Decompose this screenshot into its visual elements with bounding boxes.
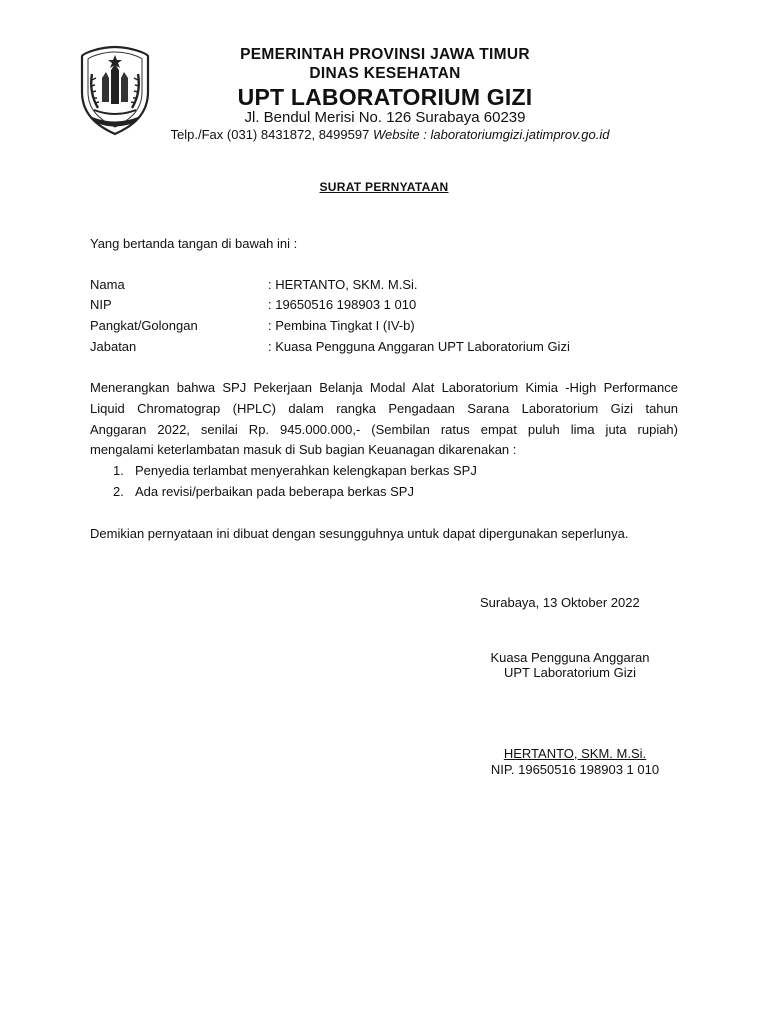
reason-item <box>113 484 414 499</box>
statement-line: mengalami keterlambatan masuk di Sub bagian Keuanagan dikarenakan : <box>90 442 517 458</box>
statement-line: Menerangkan bahwa SPJ Pekerjaan Belanja Modal Alat Laboratorium Kimia -High Performance <box>90 380 678 395</box>
statement-line: Anggaran 2022, senilai Rp. 945.000.000,- (Sembilan ratus empat puluh lima juta rupiah) <box>90 421 678 437</box>
signatory-office: UPT Laboratorium Gizi <box>504 665 636 680</box>
reason-text: Ada revisi/perbaikan pada beberapa berkas SPJ <box>135 484 414 499</box>
unit-name: UPT LABORATORIUM GIZI <box>237 84 533 110</box>
contact-website: Website : laboratoriumgizi.jatimprov.go.id <box>372 127 610 142</box>
place-date: Surabaya, 13 Oktober 2022 <box>480 595 640 610</box>
identity-value: : 19650516 198903 1 010 <box>268 297 417 312</box>
identity-label: Pangkat/Golongan <box>90 318 198 333</box>
statement-paragraph <box>90 378 678 461</box>
closing-statement: Demikian pernyataan ini dibuat dengan sesungguhnya untuk dapat dipergunakan seperlunya. <box>90 526 629 541</box>
contact-line <box>150 127 630 142</box>
document-title: SURAT PERNYATAAN <box>319 180 449 194</box>
government-name: PEMERINTAH PROVINSI JAWA TIMUR <box>240 46 530 63</box>
department-name: DINAS KESEHATAN <box>309 65 461 82</box>
reason-item <box>113 463 477 478</box>
intro-text: Yang bertanda tangan di bawah ini : <box>90 236 298 251</box>
reason-number: 2. <box>113 484 124 499</box>
contact-phone: Telp./Fax (031) 8431872, 8499597 <box>170 127 370 142</box>
reason-number: 1. <box>113 463 124 478</box>
identity-value: : HERTANTO, SKM. M.Si. <box>268 277 418 292</box>
identity-label: Jabatan <box>90 339 137 354</box>
address: Jl. Bendul Merisi No. 126 Surabaya 60239 <box>244 109 526 126</box>
identity-value: : Pembina Tingkat I (IV-b) <box>268 318 415 333</box>
statement-line: Liquid Chromatograp (HPLC) dalam rangka Pengadaan Sarana Laboratorium Gizi tahun <box>90 400 678 416</box>
identity-label: Nama <box>90 277 125 292</box>
identity-label: NIP <box>90 297 112 312</box>
signatory-nip: NIP. 19650516 198903 1 010 <box>490 762 660 777</box>
identity-value: : Kuasa Pengguna Anggaran UPT Laboratorium Gizi <box>268 339 570 354</box>
reason-text: Penyedia terlambat menyerahkan kelengkapan berkas SPJ <box>135 463 477 478</box>
signatory-name: HERTANTO, SKM. M.Si. <box>503 746 647 761</box>
signatory-role: Kuasa Pengguna Anggaran <box>490 650 650 665</box>
